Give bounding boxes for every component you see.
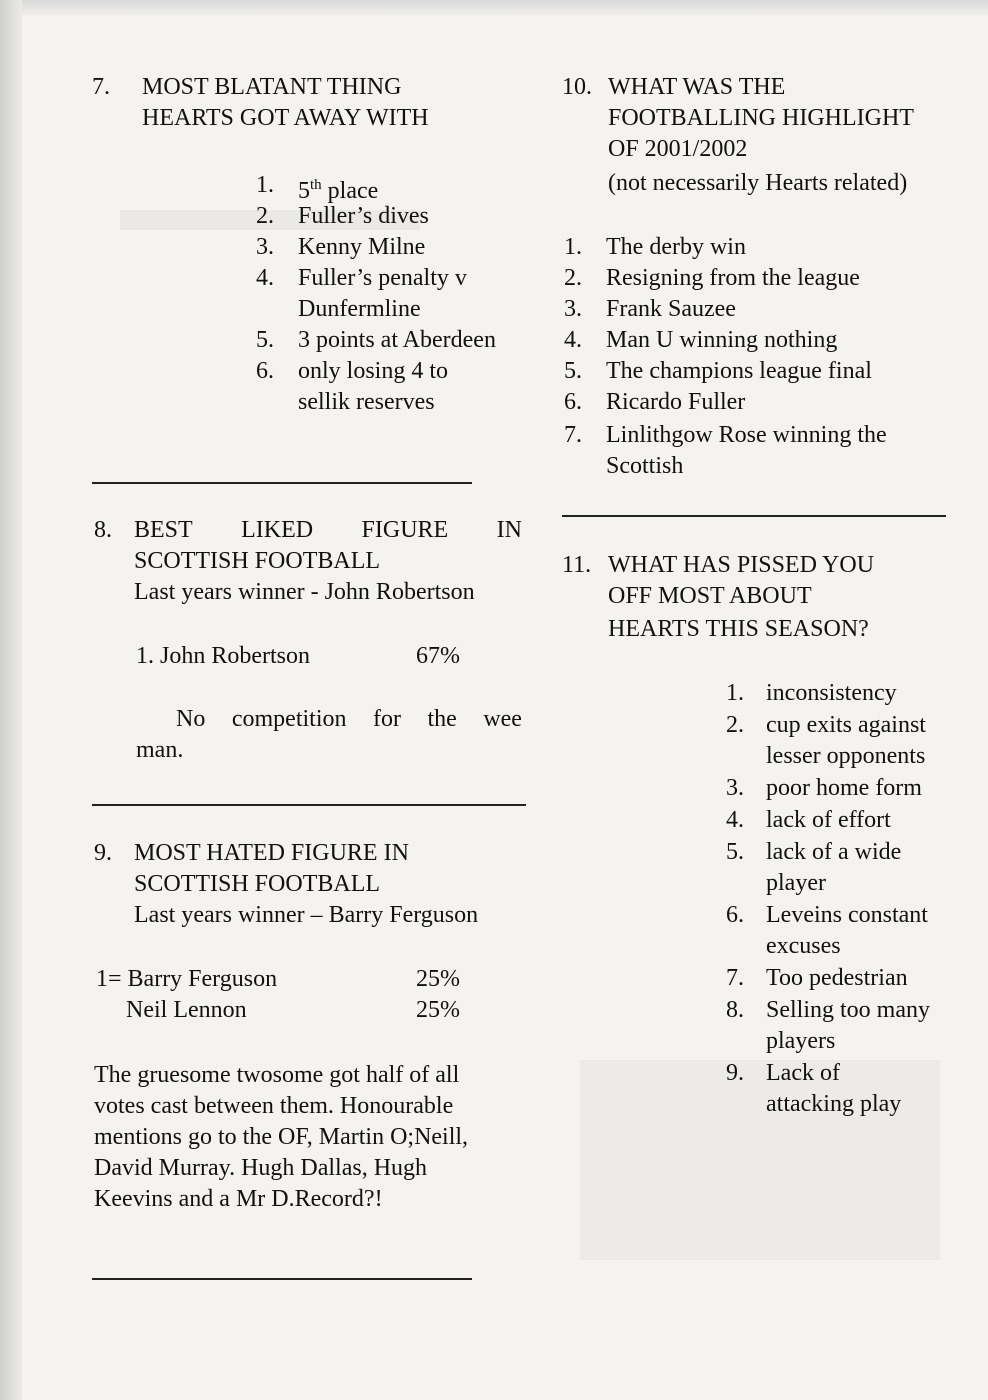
q10-item5: The champions league final xyxy=(606,358,872,384)
q11-item6: Leveins constant xyxy=(766,902,928,928)
q9-last-winner: Last years winner – Barry Ferguson xyxy=(134,902,479,928)
q11-number: 11. xyxy=(562,552,592,578)
q11-item7-num: 7. xyxy=(726,965,744,991)
q10-item1: The derby win xyxy=(606,234,746,260)
page-edge-left xyxy=(0,0,22,1400)
q10-item7: Linlithgow Rose winning the xyxy=(606,422,887,448)
q10-item4: Man U winning nothing xyxy=(606,327,838,353)
q10-item3: Frank Sauzee xyxy=(606,296,736,322)
q7-item4-num: 4. xyxy=(256,265,274,291)
q10-item2-num: 2. xyxy=(564,265,582,291)
q7-item5: 3 points at Aberdeen xyxy=(298,327,496,353)
q7-number: 7. xyxy=(92,74,110,100)
q11-item1: inconsistency xyxy=(766,680,897,706)
q10-item7-num: 7. xyxy=(564,422,582,448)
q7-item6: only losing 4 to xyxy=(298,358,449,384)
q11-item2-cont: lesser opponents xyxy=(766,743,926,769)
q9-result2-name: Neil Lennon xyxy=(126,997,247,1023)
q9-comment-line3: mentions go to the OF, Martin O;Neill, xyxy=(94,1124,469,1150)
divider-q7 xyxy=(92,482,472,484)
q11-item6-cont: excuses xyxy=(766,933,841,959)
q9-comment-line4: David Murray. Hugh Dallas, Hugh xyxy=(94,1155,428,1181)
q9-title-line1: MOST HATED FIGURE IN xyxy=(134,840,409,866)
q8-title-line2: SCOTTISH FOOTBALL xyxy=(134,548,381,574)
q9-result2-pct: 25% xyxy=(416,997,460,1023)
q7-item3: Kenny Milne xyxy=(298,234,426,260)
q11-item2-num: 2. xyxy=(726,712,744,738)
q10-title-line1: WHAT WAS THE xyxy=(608,74,786,100)
q11-item2: cup exits against xyxy=(766,712,926,738)
q9-comment-line2: votes cast between them. Honourable xyxy=(94,1093,454,1119)
q9-title-line2: SCOTTISH FOOTBALL xyxy=(134,871,381,897)
q10-item6: Ricardo Fuller xyxy=(606,389,746,415)
q10-item5-num: 5. xyxy=(564,358,582,384)
q11-item7: Too pedestrian xyxy=(766,965,908,991)
q7-item2: Fuller’s dives xyxy=(298,203,429,229)
divider-q9 xyxy=(92,1278,472,1280)
q8-comment-line2: man. xyxy=(136,737,184,763)
q9-number: 9. xyxy=(94,840,112,866)
q8-title-line1: BEST LIKED FIGURE IN xyxy=(134,517,522,543)
q10-item3-num: 3. xyxy=(564,296,582,322)
q10-title-line3: OF 2001/2002 xyxy=(608,136,748,162)
q8-number: 8. xyxy=(94,517,112,543)
q11-item4-num: 4. xyxy=(726,807,744,833)
q11-item9: Lack of xyxy=(766,1060,840,1086)
q11-title-line2: OFF MOST ABOUT xyxy=(608,583,812,609)
q11-item8-cont: players xyxy=(766,1028,836,1054)
q9-comment-line5: Keevins and a Mr D.Record?! xyxy=(94,1186,383,1212)
q7-item1: 5th place xyxy=(298,177,379,204)
q8-last-winner: Last years winner - John Robertson xyxy=(134,579,475,605)
q11-item8-num: 8. xyxy=(726,997,744,1023)
q7-item6-num: 6. xyxy=(256,358,274,384)
q11-item6-num: 6. xyxy=(726,902,744,928)
q7-item2-num: 2. xyxy=(256,203,274,229)
q10-title-line2: FOOTBALLING HIGHLIGHT xyxy=(608,105,914,131)
q7-item1-num: 1. xyxy=(256,172,274,198)
divider-q10 xyxy=(562,515,946,517)
q8-comment-line1: No competition for the wee xyxy=(176,706,522,732)
q11-item3: poor home form xyxy=(766,775,922,801)
q9-result1-pct: 25% xyxy=(416,966,460,992)
q7-item4-cont: Dunfermline xyxy=(298,296,421,322)
q10-item6-num: 6. xyxy=(564,389,582,415)
q10-item1-num: 1. xyxy=(564,234,582,260)
q11-item9-cont: attacking play xyxy=(766,1091,902,1117)
q7-item3-num: 3. xyxy=(256,234,274,260)
q9-comment-line1: The gruesome twosome got half of all xyxy=(94,1062,460,1088)
q11-title-line1: WHAT HAS PISSED YOU xyxy=(608,552,875,578)
q10-number: 10. xyxy=(562,74,592,100)
q8-result-name: 1. John Robertson xyxy=(136,643,310,669)
q11-item9-num: 9. xyxy=(726,1060,744,1086)
q10-item7-cont: Scottish xyxy=(606,453,684,479)
q11-item5-num: 5. xyxy=(726,839,744,865)
q11-title-line3: HEARTS THIS SEASON? xyxy=(608,616,869,642)
q11-item5: lack of a wide xyxy=(766,839,902,865)
q9-result1-name: 1= Barry Ferguson xyxy=(96,966,278,992)
q7-item4: Fuller’s penalty v xyxy=(298,265,467,291)
divider-q8 xyxy=(92,804,526,806)
q8-result-pct: 67% xyxy=(416,643,460,669)
q11-item8: Selling too many xyxy=(766,997,930,1023)
q10-subtitle: (not necessarily Hearts related) xyxy=(608,170,908,196)
q11-item5-cont: player xyxy=(766,870,826,896)
page-edge-top xyxy=(0,0,988,16)
q10-item2: Resigning from the league xyxy=(606,265,860,291)
q11-item3-num: 3. xyxy=(726,775,744,801)
q7-title-line1: MOST BLATANT THING xyxy=(142,74,402,100)
q10-item4-num: 4. xyxy=(564,327,582,353)
q11-item4: lack of effort xyxy=(766,807,891,833)
q7-title-line2: HEARTS GOT AWAY WITH xyxy=(142,105,429,131)
q11-item1-num: 1. xyxy=(726,680,744,706)
q7-item6-cont: sellik reserves xyxy=(298,389,435,415)
q7-item5-num: 5. xyxy=(256,327,274,353)
